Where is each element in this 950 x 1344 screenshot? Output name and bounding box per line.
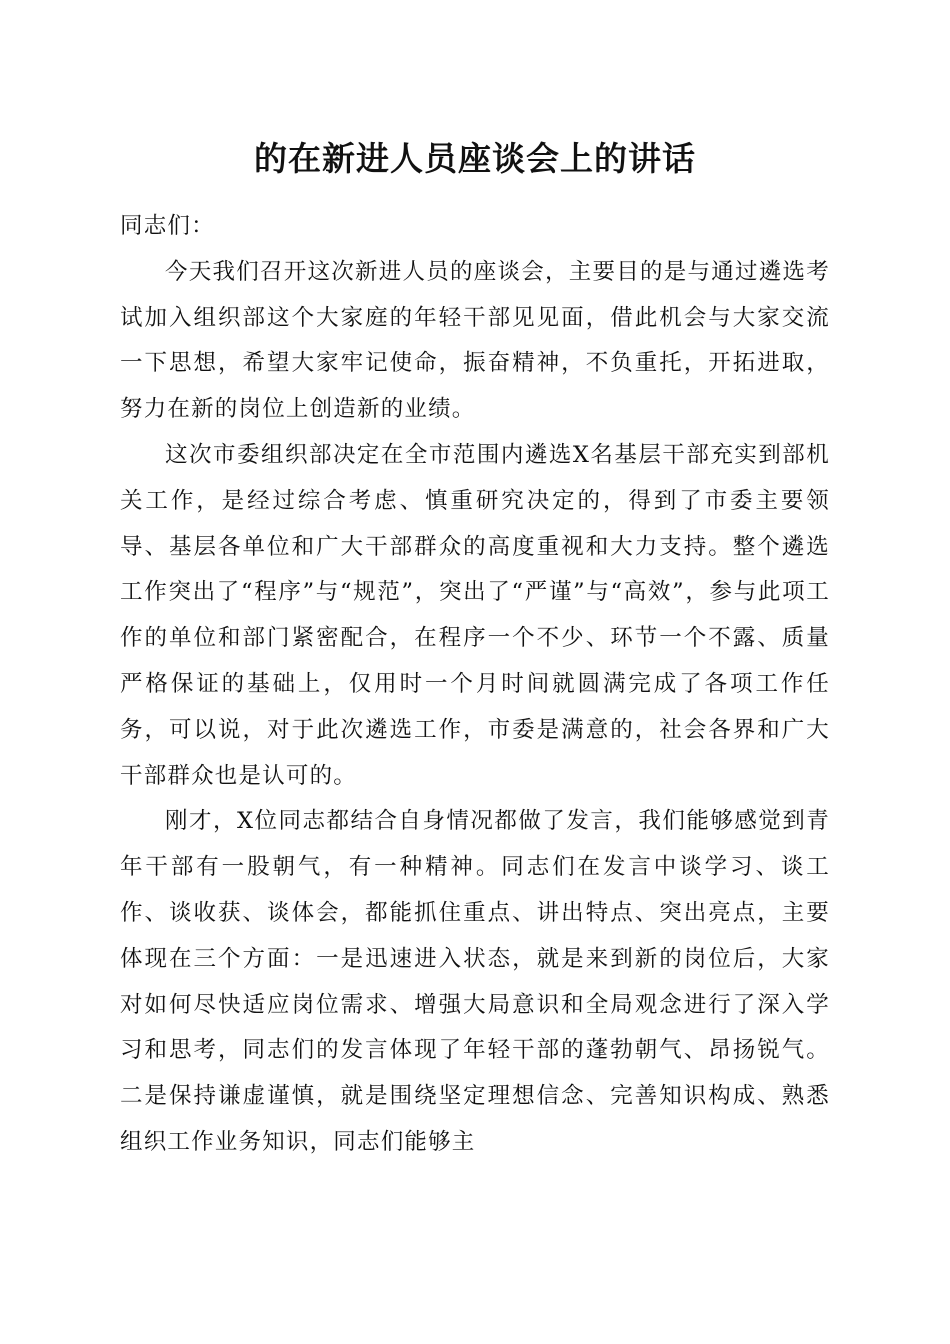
paragraph-1: 今天我们召开这次新进人员的座谈会，主要目的是与通过遴选考试加入组织部这个大家庭的年轻干部见见面，借此机会与大家交流一下思想，希望大家牢记使命，振奋精神，不负重托，开拓进取，努力在新的岗位上创造新的业绩。	[120, 258, 830, 423]
document-body	[120, 204, 830, 1166]
document-title: 的在新进人员座谈会上的讲话	[254, 139, 696, 178]
paragraph-3: 刚才，X位同志都结合自身情况都做了发言，我们能够感觉到青年干部有一股朝气，有一种精神。同志们在发言中谈学习、谈工作、谈收获、谈体会，都能抓住重点、讲出特点、突出亮点，主要体现在三个方面：一是迅速进入状态，就是来到新的岗位后，大家对如何尽快适应岗位需求、增强大局意识和全局观念进行了深入学习和思考，同志们的发言体现了年轻干部的蓬勃朝气、昂扬锐气。二是保持谦虚谨慎，就是围绕坚定理想信念、完善知识构成、熟悉组织工作业务知识，同志们能够主	[120, 808, 830, 1155]
paragraph-2: 这次市委组织部决定在全市范围内遴选X名基层干部充实到部机关工作，是经过综合考虑、慎重研究决定的，得到了市委主要领导、基层各单位和广大干部群众的高度重视和大力支持。整个遴选工作突出了“程序”与“规范”，突出了“严谨”与“高效”，参与此项工作的单位和部门紧密配合，在程序一个不少、环节一个不露、质量严格保证的基础上，仅用时一个月时间就圆满完成了各项工作任务，可以说，对于此次遴选工作，市委是满意的，社会各界和广大干部群众也是认可的。	[120, 441, 830, 789]
salutation: 同志们：	[120, 213, 215, 239]
